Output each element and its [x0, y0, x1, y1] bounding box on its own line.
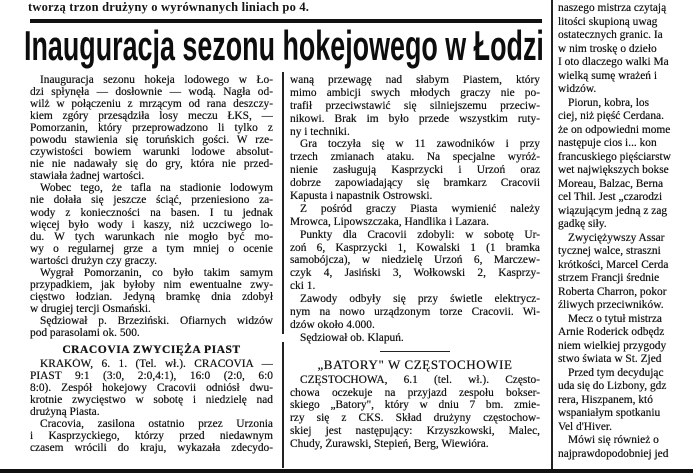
text-line: krotnie zwycięstwo w sobotę i niedzielę nad — [30, 394, 273, 407]
text-line: ny i techniki. — [290, 125, 350, 138]
text-line: Zawody odbyły się przy świetle elektrycz- — [300, 293, 540, 306]
text-line: dzów około 4.000. — [290, 318, 375, 331]
column-divider — [282, 342, 284, 468]
text-line: nie nie nadawały się do gry, która nie przed- — [30, 158, 273, 171]
text-line: tycznej walce, straszni — [558, 245, 661, 257]
text-line: rzy się z CKS. Skład drużyny częstochow- — [290, 412, 540, 425]
text-line: powodu stawienia się toruńskich gości. W rze- — [30, 134, 273, 147]
text-line: strzem Francji średnie — [558, 272, 660, 284]
text-line: KRAKÓW, 6. 1. (Tel. wł.). CRACOVIA — — [40, 358, 273, 371]
text-line: uda się do Lizbony, gdz — [558, 380, 667, 392]
text-line: trafił przeciwstawić się silniejszemu przeciw- — [290, 99, 540, 112]
text-line: stawiała żadnej wartości. — [30, 170, 145, 183]
text-line: wilż w połączeniu z mrzącym od rana deszczy- — [30, 98, 273, 111]
text-line: wet największych bokse — [558, 164, 669, 176]
text-line: nikowi. Brak im było przede wszystkim ruty- — [290, 112, 540, 125]
text-line: Gra toczyła się w 11 zawodników i przy — [300, 138, 540, 151]
left-column — [30, 74, 273, 454]
text-line: czasem wrócili do kraju, wykazała zdecydo- — [30, 442, 273, 455]
right-column — [558, 2, 693, 461]
text-line: czywistości bowiem warunki lodowe absolut- — [30, 146, 273, 159]
text-line: Sędziował p. Brzeziński. Ofiarnych widzów — [40, 314, 273, 327]
text-line: PIAST 9:1 (3:0, 2:0,4:1), 16:0 (2:0, 6:0 — [30, 370, 273, 383]
text-line: Przed tym decydując — [568, 366, 664, 379]
text-line: wartości drużyn czy graczy. — [30, 254, 158, 267]
text-line: samobójcza), w niedzielę Urzoń 6, Marczew- — [290, 254, 540, 267]
text-line: Roberta Charron, pokor — [558, 285, 667, 298]
text-line: cięstwo łodzian. Jedyną bramkę dnia zdobył — [30, 290, 273, 303]
text-line: ostatecznych granic. Ia — [558, 29, 663, 41]
text-line: cel Thil. Jest „czarodzi — [558, 191, 663, 203]
text-line: chowa oczekuje na przyjazd zespołu bokser- — [290, 386, 540, 399]
text-line: Mówi się również o — [568, 434, 659, 446]
cracovia-subheading: CRACOVIA ZWYCIĘŻA PIAST — [62, 343, 241, 357]
text-line: wielką sumę wrażeń i — [558, 69, 657, 82]
text-line: nienie zasługują Kasprzycki i Urzoń oraz — [290, 164, 540, 177]
text-line: drużyną Piasta. — [30, 406, 100, 419]
text-line: następuje cios i... kon — [558, 137, 657, 149]
text-line: cki 1. — [290, 280, 316, 293]
text-line: Zwyciężywszy Assar — [568, 231, 665, 244]
text-line: nym na nowo urządzonym torze Cracovii. Wi- — [290, 306, 540, 319]
text-line: widzów. — [558, 83, 597, 95]
text-line: Kapusta i napastnik Ostrowski. — [290, 190, 433, 203]
page-bottom-rule — [0, 469, 693, 473]
text-line: wiązującym jedną z zag — [558, 204, 668, 217]
text-line: mimo ambicji swych młodych graczy nie po- — [290, 86, 540, 99]
text-line: źliwych przeciwników. — [558, 299, 664, 311]
text-line: w drugiej tercji Osmański. — [30, 302, 151, 315]
text-line: Wygrał Pomorzanin, co było takim samym — [40, 266, 273, 279]
text-line: nie dołała się jeszcze ściąć, przeniesiono za- — [30, 194, 273, 207]
text-line: dobrze zapowiadający się bramkarz Cracovii — [290, 177, 540, 190]
text-line: Arnie Roderick odbędz — [558, 326, 665, 338]
middle-column — [290, 74, 540, 451]
text-line: pod parasolami ok. 500. — [30, 326, 140, 339]
text-line: ciej, niż pięść Cerdana. — [558, 110, 664, 122]
text-line: niem wielkiej przygody — [558, 339, 667, 352]
text-line: Moreau, Balzac, Berna — [558, 177, 663, 190]
text-line: Sędziował ob. Klapuń. — [300, 331, 404, 344]
text-line: wody z konieczności na basen. I tu jednak — [30, 206, 273, 219]
text-line: Vel d'Hiver. — [558, 420, 612, 433]
text-line: Wobec tego, że tafla na stadionie lodowym — [40, 182, 273, 195]
text-line: i Kasprzyckiego, którzy przed niedawnym — [30, 430, 273, 443]
text-line: skiej jest następujący: Krzyszkowski, Malec, — [290, 425, 540, 438]
text-line: Cracovia, zasilona ostatnio przez Urzonia — [40, 418, 273, 431]
text-line: Chudy, Żurawski, Stepień, Berg, Wiewióra. — [290, 438, 489, 451]
text-line: waną przewagę nad słabym Piastem, który — [290, 74, 540, 86]
text-line: CZĘSTOCHOWA, 6.1 (tel. wł.). Często- — [300, 373, 540, 386]
text-line: stwo świata w St. Zjed — [558, 353, 662, 365]
text-line: zoń 6, Kasprzycki 1, Kowalski 1 (1 bramka — [290, 241, 540, 254]
text-line: czyk 4, Jasiński 3, Wołkowski 2, Kasprzy- — [290, 267, 540, 280]
text-line: kiem zgóry przesądziła losy meczu ŁKS, — — [30, 110, 273, 123]
text-line: w nim troskę o dzieło — [558, 42, 657, 55]
text-line: Piorun, kobra, los — [568, 96, 649, 109]
text-line: Punkty dla Cracovii zdobyli: w sobotę Ur- — [300, 228, 540, 241]
text-line: I oto dlaczego walki Ma — [558, 56, 669, 68]
text-line: Inauguracja sezonu hokeja lodowego w Ło- — [40, 74, 273, 86]
column-divider — [551, 0, 553, 469]
text-line: trzech zmianach ataku. Na specjalne wyróż- — [290, 151, 540, 164]
text-line: gadkę siły. — [558, 218, 607, 230]
text-line: wy o regularnej grze a tym mniej o ocenie — [30, 242, 273, 255]
text-line: du. W tych warunkach nie mogło być mo- — [30, 230, 273, 243]
previous-article-tail: tworzą trzon drużyny o wyrównanych liniach po 4. — [28, 0, 310, 14]
text-line: przypadkiem, jak byłoby nim ewentualne zwy- — [30, 278, 273, 291]
text-line: francuskiego pięściarstw — [558, 150, 671, 163]
text-line: więcej było wody i kaszy, niż uczciwego lo- — [30, 218, 273, 231]
text-line: Pomorzanin, który przeprowadzono li tylko z — [30, 122, 273, 135]
text-line: że on odpowiedni mome — [558, 123, 671, 136]
text-line: Mecz o tytuł mistrza — [568, 312, 662, 325]
text-line: skiego „Batory", który w dniu 7 bm. zmie- — [290, 399, 540, 412]
section-rule — [380, 351, 450, 352]
text-line: Mrowca, Lipowszczaka, Handlika i Lazara. — [290, 215, 489, 228]
text-line: litości skupioną uwag — [558, 15, 658, 28]
text-line: dzi spłynęła — dosłownie — wodą. Nagła od- — [30, 86, 273, 99]
text-line: naszego mistrza czytają — [558, 2, 667, 14]
text-line: Z pośród graczy Piasta wymienić należy — [300, 202, 540, 215]
column-divider — [282, 72, 284, 334]
text-line: 8:0). Zespół hokejowy Cracovii odniósł dwu- — [30, 382, 273, 395]
batory-subheading: „BATORY" W CZĘSTOCHOWIE — [317, 356, 513, 372]
text-line: rera, Hiszpanem, któ — [558, 393, 653, 406]
text-line: wspaniałym spotkaniu — [558, 407, 661, 419]
article-headline: Inauguracja sezonu hokejowego w Łodzi — [24, 23, 544, 70]
text-line: najprawdopodobniej jed — [558, 447, 669, 460]
text-line: krótkości, Marcel Cerda — [558, 258, 669, 271]
